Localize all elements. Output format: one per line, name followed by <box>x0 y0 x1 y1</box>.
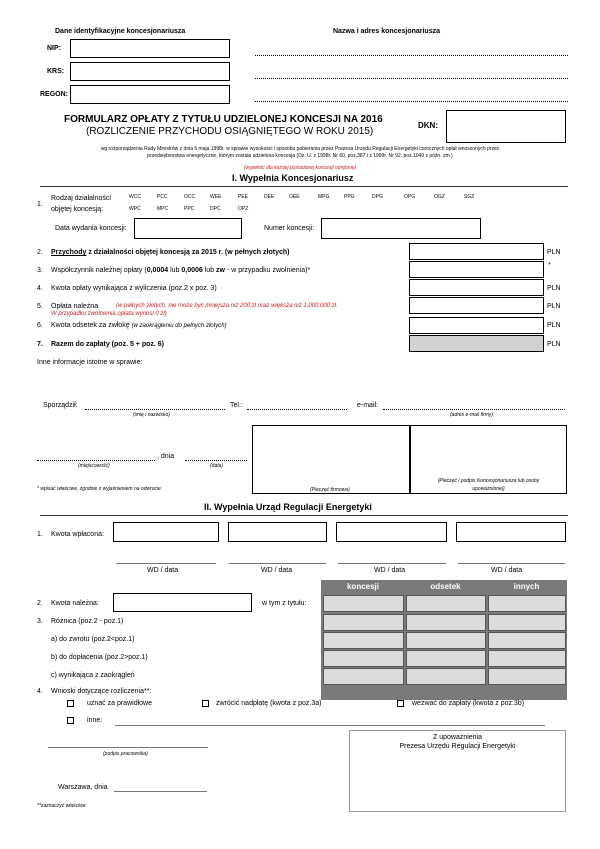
surcharge-label: b) do dopłacenia (poz.2>poz.1) <box>51 654 148 661</box>
nip-label: NIP: <box>47 45 61 52</box>
surcharge-license-cell[interactable] <box>323 650 404 667</box>
krs-label: KRS: <box>47 68 65 75</box>
rounding-license-cell[interactable] <box>323 668 404 685</box>
regon-label: REGON: <box>40 91 68 98</box>
activity-code-occ[interactable]: OCC <box>184 194 196 200</box>
interest-note: (w zaokrągleniu do pełnych złotych) <box>131 323 227 329</box>
license-number-input[interactable] <box>321 218 481 239</box>
address-line-3[interactable] <box>255 101 568 102</box>
wd-line-2[interactable] <box>229 563 326 564</box>
difference-label: Różnica (poz.2 - poz.1) <box>51 618 124 625</box>
item-6-label <box>51 322 227 329</box>
other-input-line[interactable] <box>115 725 545 726</box>
wd-line-4[interactable] <box>458 563 565 564</box>
wd-date-label-1: WD / data <box>147 567 179 574</box>
coefficient-asterisk: * <box>548 262 551 269</box>
dkn-label: DKN: <box>418 121 438 130</box>
total-due-field <box>409 335 544 352</box>
fee-limit-note-2: W przypadku zwolnienia opłata wynosi 0 zł) <box>51 311 167 317</box>
coef-or-1: lub <box>168 267 182 274</box>
phone-label: Tel.: <box>230 402 243 409</box>
calculated-fee-input[interactable] <box>409 279 544 296</box>
address-section-label: Nazwa i adres koncesjonariusza <box>333 28 440 35</box>
wd-date-label-3: WD / data <box>374 567 406 574</box>
email-label: e-mail: <box>357 402 379 409</box>
of-which-label: w tym z tytułu: <box>262 600 307 607</box>
company-stamp-box[interactable] <box>252 425 410 494</box>
refund-checkbox[interactable] <box>202 700 209 707</box>
amount-paid-input-2[interactable] <box>228 522 327 542</box>
other-label: inne: <box>87 717 103 724</box>
legal-basis-line2: przedsiębiorstwa energetyczne, którym została udzielona koncesja (Dz. U. z 1998r. Nr 60, poz.387 i z 1999r. Nr 92, poz.1049 z późn. zm.) <box>147 153 453 159</box>
item-4-label: Kwota opłaty wynikająca z wyliczenia (poz.2 x poz. 3) <box>51 285 217 292</box>
dkn-input[interactable] <box>446 110 566 143</box>
issue-date-input[interactable] <box>134 218 242 239</box>
wd-line-1[interactable] <box>116 563 216 564</box>
id-section-label: Dane identyfikacyjne koncesjonariusza <box>55 28 186 35</box>
signature-hint-2: upoważnionej) <box>472 486 505 492</box>
signature-hint-1: (Pieczęć i podpis Koncesjonariusza lub osoby <box>437 478 540 484</box>
total-due-unit: PLN <box>547 341 561 348</box>
due-interest-cell[interactable] <box>406 595 486 612</box>
authorization-line-2: Prezesa Urzędu Regulacji Energetyki <box>399 743 516 750</box>
amount-paid-label: Kwota wpłacona: <box>51 531 104 538</box>
s2-item-3-number: 3. <box>37 618 43 625</box>
activity-code-opg[interactable]: OPG <box>404 194 416 200</box>
item-2-number: 2. <box>37 249 43 256</box>
legal-basis-line1: wg rozporządzenia Rady Ministrów z dnia 5 maja 1998r. w sprawie wysokości i sposobu pobierania przez Prezesa Urzędu Regulacji Energetyki corocznych opłat wnoszonych przez <box>100 146 500 152</box>
activity-code-pee[interactable]: PEE <box>238 194 249 200</box>
place-hint: (miejscowość) <box>78 463 110 469</box>
revenue-label-text: z działalności objętej koncesją za 2015 r. (w pełnych złotych) <box>86 249 290 256</box>
item-5-label: Opłata należna <box>51 303 99 310</box>
other-info-label: Inne informacje istotne w sprawie: <box>37 359 143 366</box>
krs-input[interactable] <box>70 62 230 81</box>
email-hint: (adres e-mail firmy) <box>450 412 494 418</box>
due-license-cell[interactable] <box>323 595 404 612</box>
date-input[interactable] <box>185 460 247 461</box>
warsaw-date-input[interactable] <box>114 791 207 792</box>
issue-date-label: Data wydania koncesji: <box>55 225 127 232</box>
activity-code-ppc[interactable]: PPC <box>184 206 195 212</box>
form-title: FORMULARZ OPŁATY Z TYTUŁU UDZIELONEJ KONCESJI NA 2016 <box>64 114 383 125</box>
demand-payment-checkbox[interactable] <box>397 700 404 707</box>
rounding-interest-cell[interactable] <box>406 668 486 685</box>
item-3-number: 3. <box>37 267 43 274</box>
item-3-label <box>51 267 310 274</box>
warsaw-date-label: Warszawa, dnia <box>58 784 108 791</box>
company-stamp-hint: (Pieczęć firmowa) <box>310 487 350 493</box>
footnote-double-asterisk: **zaznaczyć właściwe <box>37 803 86 809</box>
employee-signature-hint: (podpis pracownika) <box>103 751 148 757</box>
coefficient-input[interactable] <box>409 261 544 278</box>
refund-option-label: zwrócić nadpłatę (kwota z poz.3a) <box>216 700 322 707</box>
coef-value-zw: zw <box>216 267 225 274</box>
activity-code-wcc[interactable]: WCC <box>129 194 141 200</box>
section-1-heading: I. Wypełnia Koncesjonariusz <box>232 173 354 183</box>
activity-code-pcc[interactable]: PCC <box>157 194 168 200</box>
amount-due-input[interactable] <box>113 593 252 612</box>
rounding-label: c) wynikająca z zaokrągleń <box>51 672 135 679</box>
activity-code-sgz[interactable]: SGZ <box>464 194 475 200</box>
interest-input[interactable] <box>409 317 544 334</box>
col-header-license: koncesji <box>321 581 405 593</box>
phone-input[interactable] <box>247 409 347 410</box>
business-type-label-2: objętej koncesją: <box>51 206 104 213</box>
surcharge-interest-cell[interactable] <box>406 650 486 667</box>
activity-code-dpc[interactable]: DPC <box>210 206 221 212</box>
item-5-number: 5. <box>37 303 43 310</box>
coef-value-2: 0,0006 <box>181 267 203 274</box>
activity-code-mpc[interactable]: MPC <box>157 206 169 212</box>
date-separator-label: , dnia <box>157 453 175 460</box>
item-6-number: 6. <box>37 322 43 329</box>
accept-label: uznać za prawidłowe <box>87 700 152 707</box>
amount-paid-input-4[interactable] <box>456 522 566 542</box>
rounding-other-cell[interactable] <box>488 668 566 685</box>
activity-code-dpg[interactable]: DPG <box>372 194 383 200</box>
refund-other-cell[interactable] <box>488 632 566 649</box>
item-2-label <box>51 249 289 256</box>
surcharge-other-cell[interactable] <box>488 650 566 667</box>
s2-item-1-number: 1. <box>37 531 43 538</box>
wd-date-label-4: WD / data <box>491 567 523 574</box>
due-fee-input[interactable] <box>409 297 544 314</box>
place-input[interactable] <box>37 460 155 461</box>
refund-interest-cell[interactable] <box>406 632 486 649</box>
authorization-line-1: Z upoważnienia <box>432 734 483 741</box>
demand-payment-label: wezwać do zapłaty (kwota z poz.3b) <box>412 700 525 707</box>
revenue-unit: PLN <box>547 249 561 256</box>
employee-signature-line[interactable] <box>48 747 208 748</box>
business-type-label-1: Rodzaj działalności <box>51 195 111 202</box>
nip-input[interactable] <box>70 39 230 58</box>
activity-code-dee[interactable]: DEE <box>264 194 275 200</box>
revenue-emphasis: Przychody <box>51 249 87 256</box>
regon-input[interactable] <box>70 85 230 104</box>
amount-due-label: Kwota należna: <box>51 600 99 607</box>
item-7-number: 7. <box>37 341 43 348</box>
footnote-asterisk: * wpisać właściwe, zgodnie z wyjaśnieniem na odwrocie <box>37 486 161 492</box>
revenue-input[interactable] <box>409 243 544 260</box>
activity-code-wpc[interactable]: WPC <box>129 206 141 212</box>
amount-paid-input-1[interactable] <box>113 522 219 542</box>
address-line-1[interactable] <box>255 55 568 56</box>
refund-label: a) do zwrotu (poz.2<poz.1) <box>51 636 135 643</box>
section-1-rule <box>40 186 568 187</box>
diff-other-cell[interactable] <box>488 614 566 631</box>
item-4-number: 4. <box>37 285 43 292</box>
coef-text: Współczynnik należnej opłaty ( <box>51 267 147 274</box>
calculated-fee-unit: PLN <box>547 285 561 292</box>
activity-code-ogz[interactable]: OGZ <box>434 194 445 200</box>
coef-tail: - w przypadku zwolnienia)* <box>224 267 311 274</box>
activity-code-ppg[interactable]: PPG <box>344 194 355 200</box>
activity-code-wee[interactable]: WEE <box>210 194 222 200</box>
due-fee-unit: PLN <box>547 303 561 310</box>
item-7-label: Razem do zapłaty (poz. 5 + poz. 6) <box>51 341 164 348</box>
amount-paid-input-3[interactable] <box>336 522 447 542</box>
activity-code-opz[interactable]: OPZ <box>238 206 249 212</box>
address-line-2[interactable] <box>255 78 568 79</box>
s2-item-2-number: 2. <box>37 600 43 607</box>
section-2-heading: II. Wypełnia Urząd Regulacji Energetyki <box>204 502 372 512</box>
interest-label-text: Kwota odsetek za zwłokę <box>51 322 130 329</box>
activity-code-oee[interactable]: OEE <box>289 194 300 200</box>
separate-note: (wypełnić dla każdej posiadanej koncesji odrębnie) <box>243 165 357 171</box>
coef-or-2: lub <box>202 267 217 274</box>
col-header-interest: odsetek <box>405 581 486 593</box>
interest-unit: PLN <box>547 322 561 329</box>
form-subtitle: (ROZLICZENIE PRZYCHODU OSIĄGNIĘTEGO W ROKU 2015) <box>86 126 374 137</box>
s2-item-4-number: 4. <box>37 688 43 695</box>
other-checkbox[interactable] <box>67 717 74 724</box>
section-2-rule <box>40 515 568 516</box>
activity-code-mpg[interactable]: MPG <box>318 194 330 200</box>
prepared-by-input[interactable] <box>85 409 225 410</box>
license-number-label: Numer koncesji: <box>264 225 315 232</box>
prepared-by-label: Sporządził: <box>43 402 78 409</box>
fee-limit-note-1: (w pełnych złotych, nie może być mniejsza niż 200 zł oraz większa niż 1.000.000 zł. <box>116 303 338 309</box>
accept-checkbox[interactable] <box>67 700 74 707</box>
settlement-requests-label: Wnioski dotyczące rozliczenia**: <box>51 688 152 695</box>
refund-license-cell[interactable] <box>323 632 404 649</box>
diff-interest-cell[interactable] <box>406 614 486 631</box>
wd-date-label-2: WD / data <box>261 567 293 574</box>
name-hint: (imię i nazwisko) <box>133 412 170 418</box>
coef-value-1: 0,0004 <box>146 267 169 274</box>
due-other-cell[interactable] <box>488 595 566 612</box>
item-1-number: 1. <box>37 201 43 208</box>
date-hint: (data) <box>210 463 224 469</box>
wd-line-3[interactable] <box>338 563 446 564</box>
diff-license-cell[interactable] <box>323 614 404 631</box>
email-input[interactable] <box>383 409 565 410</box>
col-header-other: innych <box>486 581 567 593</box>
